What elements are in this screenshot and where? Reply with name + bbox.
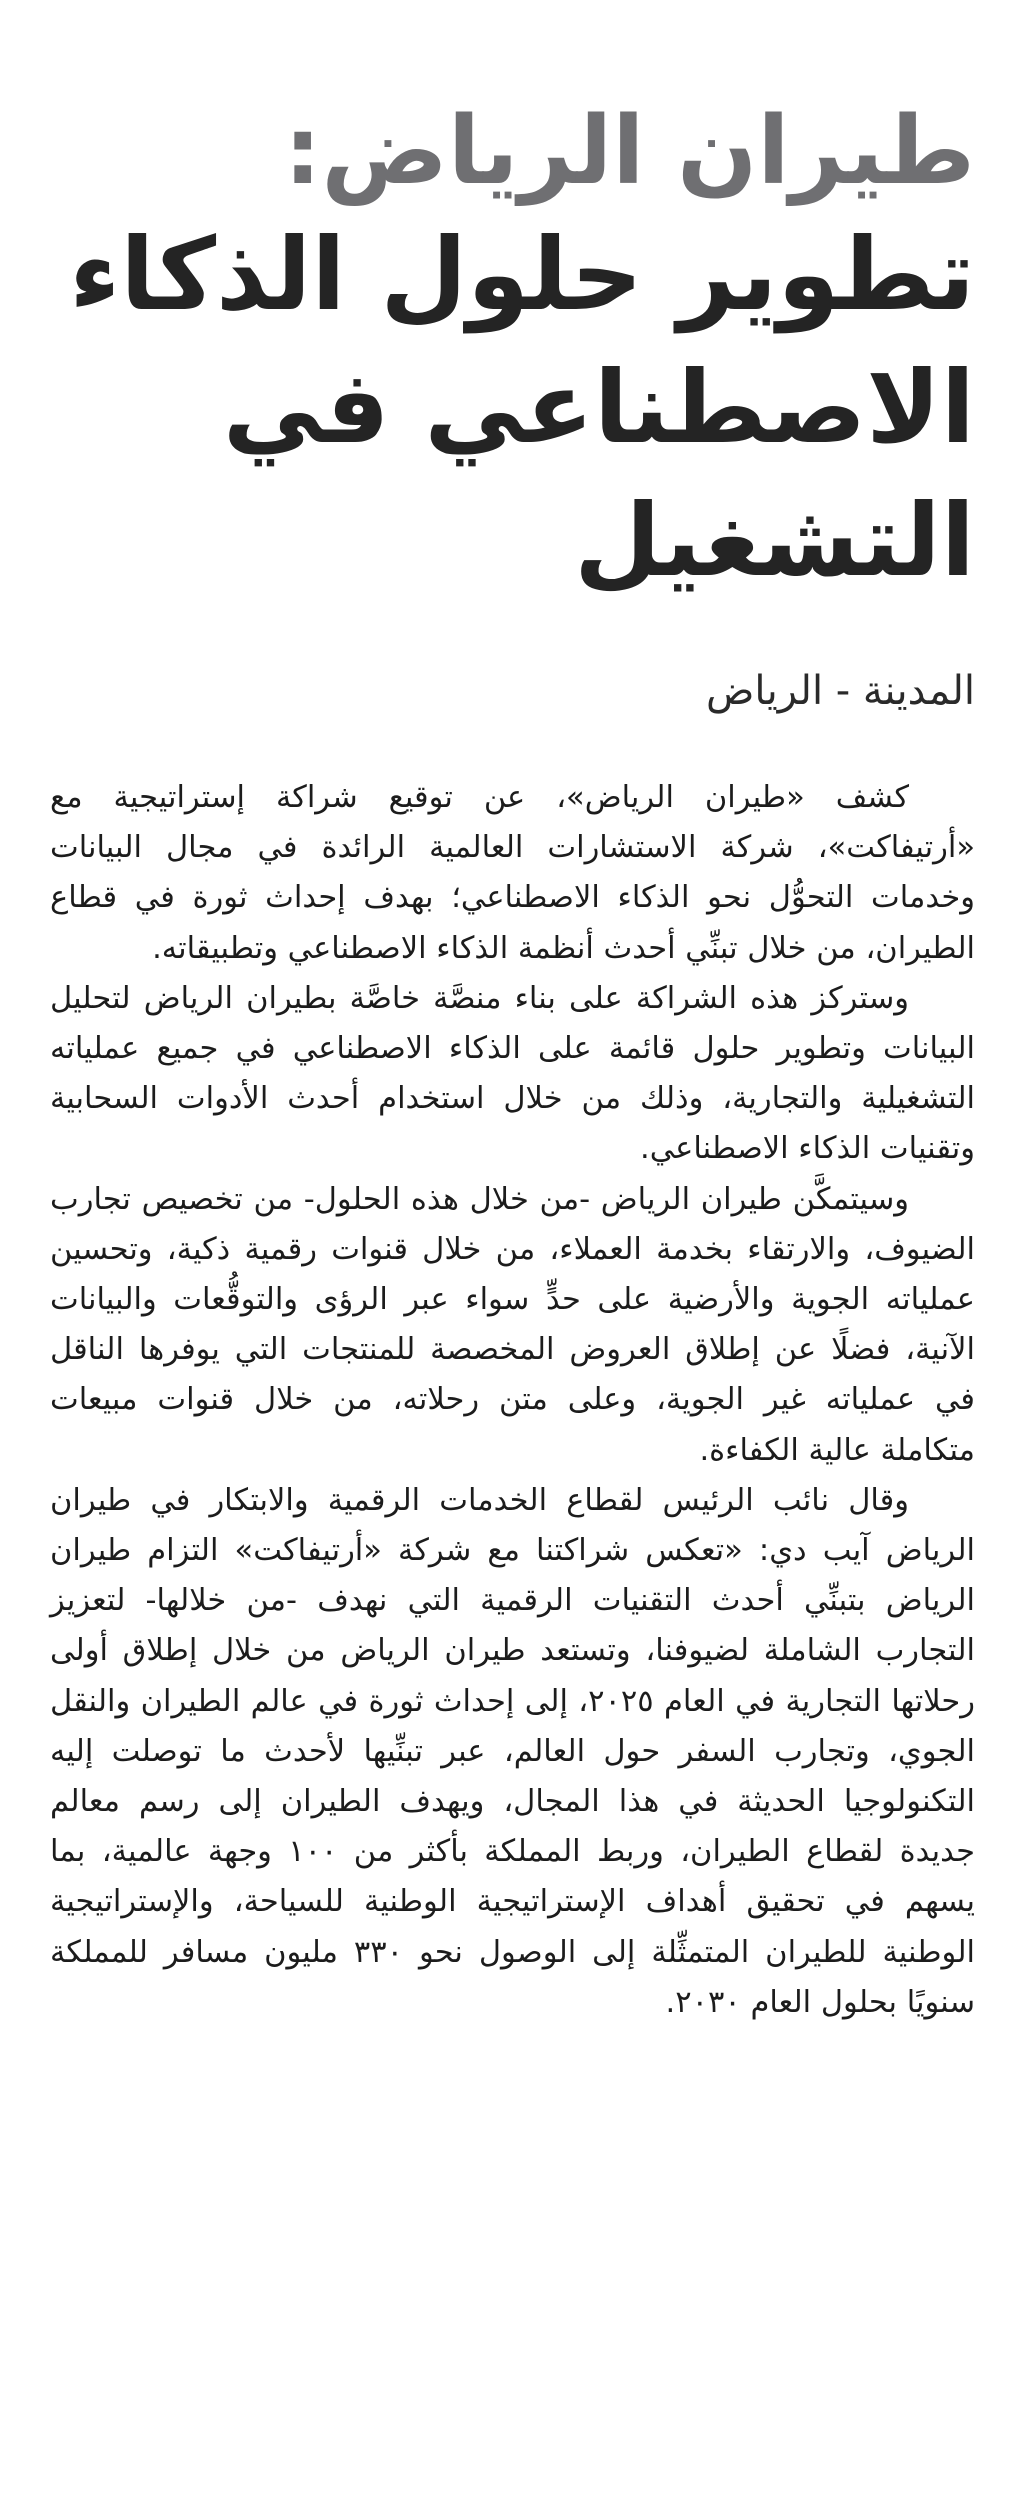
article-headline: تطوير حلول الذكاء الاصطناعي في التشغيل bbox=[69, 216, 975, 599]
article-paragraph: وقال نائب الرئيس لقطاع الخدمات الرقمية والابتكار في طيران الرياض آيب دي: «تعكس شراكتنا مع شركة «أرتيفاكت» التزام طيران الرياض بتبنِّي أحدث التقنيات الرقمية التي نهدف -من خلالها- لتعزيز التجارب الشاملة لضيوفنا، وتستعد طيران الرياض من خلال إطلاق أولى رحلاتها التجارية في العام ٢٠٢٥، إلى إحداث ثورة في عالم الطيران والنقل الجوي، وتجارب السفر حول العالم، عبر تبنِّيها لأحدث ما توصلت إليه التكنولوجيا الحديثة في هذا المجال، ويهدف الطيران إلى رسم معالم جديدة لقطاع الطيران، وربط المملكة بأكثر من ١٠٠ وجهة عالمية، بما يسهم في تحقيق أهداف الإستراتيجية الوطنية للسياحة، والإستراتيجية الوطنية للطيران المتمثِّلة إلى الوصول نحو ٣٣٠ مليون مسافر للمملكة سنويًا بحلول العام ٢٠٣٠. bbox=[50, 1482, 976, 2020]
article-kicker: طيران الرياض: bbox=[283, 97, 975, 206]
article-paragraph: وستركز هذه الشراكة على بناء منصَّة خاصَّة بطيران الرياض لتحليل البيانات وتطوير حلول قائمة على الذكاء الاصطناعي في جميع عملياته التشغيلية والتجارية، وذلك من خلال استخدام أحدث الأدوات السحابية وتقنيات الذكاء الاصطناعي. bbox=[50, 980, 975, 1167]
article-body bbox=[50, 773, 975, 2028]
article-paragraph: وسيتمكَّن طيران الرياض -من خلال هذه الحلول- من تخصيص تجارب الضيوف، والارتقاء بخدمة العملاء، من خلال قنوات رقمية ذكية، وتحسين عملياته الجوية والأرضية على حدٍّ سواء عبر الرؤى والتوقُّعات والبيانات الآنية، فضلًا عن إطلاق العروض المخصصة للمنتجات التي يوفرها الناقل في عملياته غير الجوية، وعلى متن رحلاته، من خلال قنوات مبيعات متكاملة عالية الكفاءة. bbox=[50, 1181, 975, 1468]
article-paragraph: كشف «طيران الرياض»، عن توقيع شراكة إستراتيجية مع «أرتيفاكت»، شركة الاستشارات العالمية الرائدة في مجال البيانات وخدمات التحوُّل نحو الذكاء الاصطناعي؛ بهدف إحداث ثورة في قطاع الطيران، من خلال تبنِّي أحدث أنظمة الذكاء الاصطناعي وتطبيقاته. bbox=[50, 780, 975, 966]
article-byline: المدينة - الرياض bbox=[706, 668, 975, 714]
article bbox=[50, 0, 975, 2028]
